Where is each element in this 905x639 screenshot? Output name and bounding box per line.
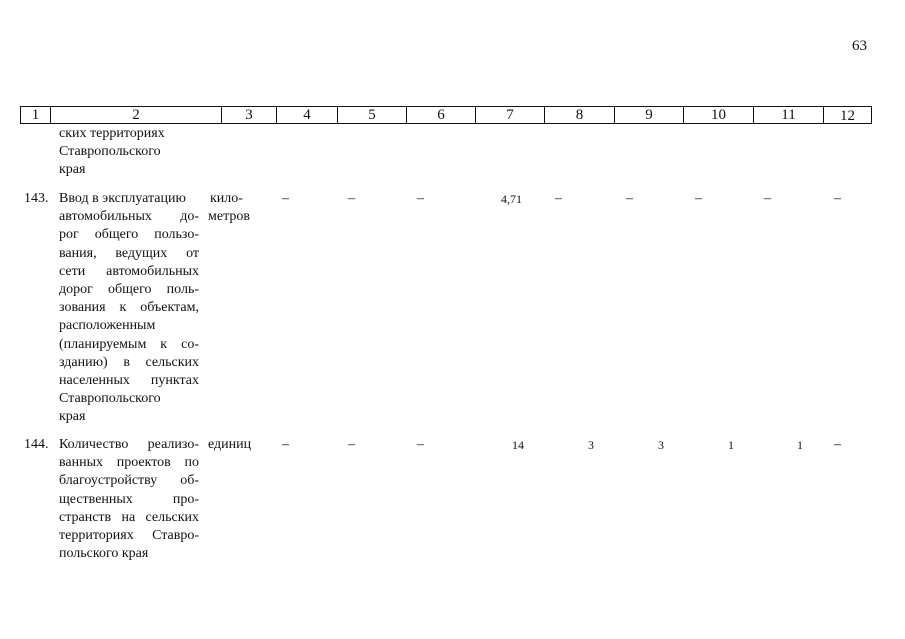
- row-143-name-line: сети автомобильных: [59, 263, 199, 279]
- header-col-6: 6: [407, 107, 476, 123]
- row-143-value-col-11: –: [764, 191, 771, 206]
- continuation-name-line: края: [59, 162, 86, 178]
- row-144-number: 144.: [24, 437, 49, 452]
- row-144-name: [59, 436, 199, 563]
- row-143-unit-line-2: метров: [208, 209, 250, 224]
- header-col-1: 1: [21, 107, 51, 123]
- row-143-name-line: вания, ведущих от: [59, 245, 199, 261]
- header-col-11: 11: [754, 107, 824, 123]
- row-144-value-col-5: –: [348, 437, 355, 452]
- continuation-name-line: ских территориях: [59, 126, 165, 141]
- page-number: 63: [852, 38, 867, 54]
- row-143-name-line: (планируемым к со-: [59, 336, 199, 352]
- row-143-name-line: дорог общего поль-: [59, 282, 199, 298]
- row-144-value-col-6: –: [417, 437, 424, 452]
- row-143-value-col-9: –: [626, 191, 633, 206]
- header-col-2: 2: [51, 107, 222, 123]
- row-143-name-line: зданию) в сельских: [59, 354, 199, 370]
- row-143-value-col-8: –: [555, 191, 562, 206]
- row-143-value-col-12: –: [834, 191, 841, 206]
- row-143-name-line: расположенным: [59, 318, 156, 334]
- header-col-3: 3: [222, 107, 277, 123]
- row-144-name-line: Количество реализо-: [59, 437, 199, 452]
- row-144-name-line: ванных проектов по: [59, 455, 199, 471]
- row-143-value-col-6: –: [417, 191, 424, 206]
- row-143-name-line: рог общего пользо-: [59, 227, 199, 243]
- row-143-value-col-4: –: [282, 191, 289, 206]
- row-143-name-line: зования к объектам,: [59, 300, 199, 316]
- row-143-value-col-10: –: [695, 191, 702, 206]
- row-143-name-line: Ввод в эксплуатацию: [59, 191, 186, 206]
- header-col-7: 7: [476, 107, 545, 123]
- header-col-4: 4: [277, 107, 338, 123]
- header-col-12: 12: [840, 108, 855, 124]
- header-col-5: 5: [338, 107, 407, 123]
- row-144-name-line: территориях Ставро-: [59, 528, 199, 544]
- row-144-value-col-4: –: [282, 437, 289, 452]
- row-144-value-col-7: 14: [512, 438, 524, 452]
- row-144-value-col-11: 1: [797, 438, 803, 452]
- table-header-row: [20, 106, 872, 124]
- continuation-name-line: Ставропольского: [59, 144, 161, 160]
- header-col-8: 8: [545, 107, 615, 123]
- row-143-name-line: края: [59, 409, 86, 425]
- row-143-number: 143.: [24, 191, 49, 206]
- header-col-10: 10: [684, 107, 754, 123]
- row-143-name: [59, 190, 199, 427]
- row-143-name-line: Ставропольского: [59, 391, 161, 407]
- row-143-name-line: автомобильных до-: [59, 209, 199, 225]
- row-144-value-col-10: 1: [728, 438, 734, 452]
- row-143-value-col-7: 4,71: [501, 192, 522, 206]
- row-144-name-line: благоустройству об-: [59, 473, 199, 489]
- row-144-unit: единиц: [208, 437, 252, 452]
- row-144-name-line: щественных про-: [59, 491, 199, 507]
- row-144-value-col-9: 3: [658, 438, 664, 452]
- continuation-name: [59, 125, 199, 180]
- row-144-name-line: польского края: [59, 546, 149, 562]
- header-col-9: 9: [615, 107, 684, 123]
- row-144-value-col-12: –: [834, 437, 841, 452]
- row-143-value-col-5: –: [348, 191, 355, 206]
- row-143-name-line: населенных пунктах: [59, 373, 199, 389]
- row-143-unit-line-1: кило-: [210, 191, 243, 206]
- row-144-value-col-8: 3: [588, 438, 594, 452]
- row-144-name-line: странств на сельских: [59, 509, 199, 525]
